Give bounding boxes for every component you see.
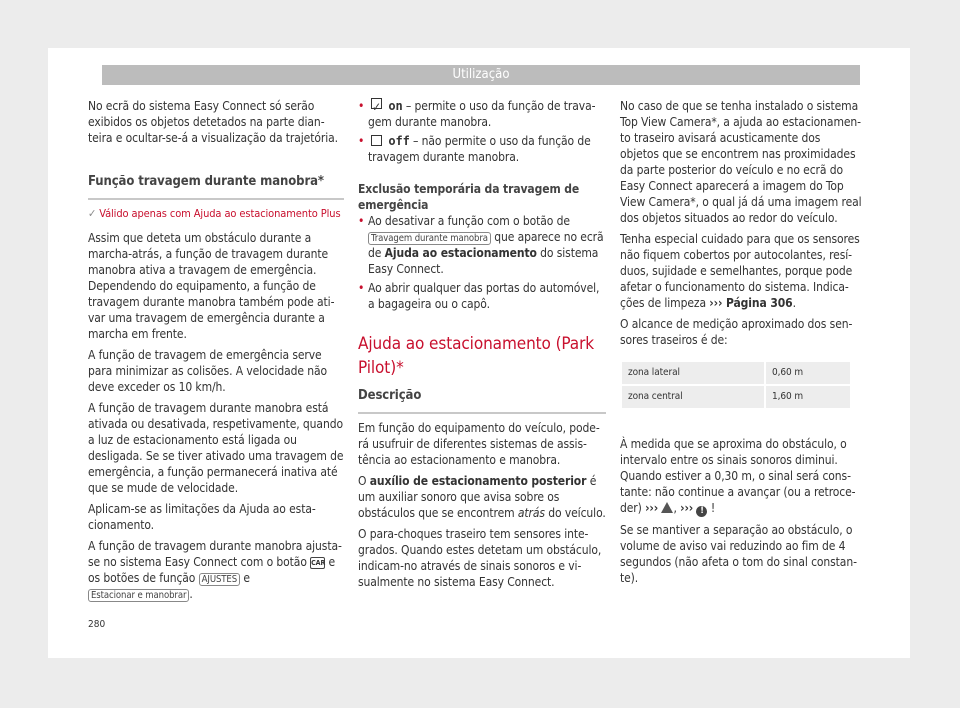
section-header: Utilização [102, 65, 860, 85]
text: A função de travagem durante manobra ajusta-se no sistema Easy Connect com o botão [88, 539, 342, 569]
paragraph: Assim que deteta um obstáculo durante a marcha-atrás, a função de travagem durante manobra ativa a travagem de emergência. Dependendo do equipamento, a função de travagem durante manobra também pode ativar uma travagem de emergência durante a marcha em frente. [88, 231, 335, 341]
text: À medida que se aproxima do obstáculo, o intervalo entre os sinais sonoros diminui. Quando estiver a 0,30 m, o sinal será constante: não continue a avançar (ou a retroceder) [620, 437, 856, 515]
text: que aparece no ecrã de [368, 230, 604, 260]
text: . [189, 587, 193, 601]
on-label: on [388, 99, 403, 113]
arrow-reference[interactable]: ››› [645, 501, 659, 515]
text: do veículo. [548, 506, 606, 520]
paragraph-distance [620, 436, 862, 517]
text: – permite o uso da função de travagem durante manobra. [368, 99, 596, 129]
italic-term: atrás [517, 506, 545, 520]
bullet-portas: • Ao abrir qualquer das portas do automóvel, a bagageira ou o capô. [358, 280, 606, 312]
paragraph: No caso de que se tenha instalado o sistema Top View Camera*, a ajuda ao estacionamento traseiro avisará acusticamente dos objetos que se encontrem nas proximidades da parte posterior do veículo e no ecrã do Easy Connect aparecerá a imagem do Top View Camera*, o qual já dá uma imagem real dos objetos situados ao redor do veículo. [620, 99, 862, 225]
paragraph-cleaning [620, 231, 862, 311]
paragraph-settings [88, 538, 344, 602]
text: Ao desativar a função com o botão de [368, 214, 570, 228]
validity-note-text: Válido apenas com Ajuda ao estacionamento Plus [99, 207, 341, 220]
text: é um auxiliar sonoro que avisa sobre os obstáculos que se encontrem [358, 474, 597, 520]
text: e [243, 571, 250, 585]
text: Tenha especial cuidado para que os sensores não fiquem cobertos por autocolantes, resíduos, sujidade e semelhantes, porque pode afetar o funcionamento do sistema. Indicações de limpeza [620, 232, 860, 310]
arrow-reference[interactable]: ››› [680, 501, 694, 515]
bold-term: Ajuda ao estacionamento [384, 246, 537, 260]
check-icon: ✓ [88, 207, 97, 220]
text: do sistema Easy Connect. [368, 246, 599, 276]
text: O [358, 474, 367, 488]
paragraph: A função de travagem de emergência serve para minimizar as colisões. A velocidade não deve exceder os 10 km/h. [88, 348, 327, 394]
heading-descricao: Descrição [358, 388, 422, 403]
text: e os botões de função [88, 555, 336, 585]
text: , [673, 501, 677, 515]
checkbox-empty-icon [371, 135, 382, 146]
table-row [621, 385, 851, 409]
table-cell: 1,60 m [765, 385, 851, 409]
bullet-desativar [358, 213, 606, 277]
page-number: 280 [88, 619, 106, 630]
validity-note [88, 206, 344, 222]
page-reference-link[interactable]: ››› Página 306 [709, 296, 793, 310]
intro-paragraph: No ecrã do sistema Easy Connect só serão exibidos os objetos detetados na parte dianteira e ocultar-se-á a visualização da trajetória. [88, 99, 338, 145]
car-icon: CAR [311, 558, 326, 567]
paragraph: Aplicam-se as limitações da Ajuda ao estacionamento. [88, 502, 316, 532]
text: – não permite o uso da função de travagem durante manobra. [368, 134, 591, 164]
paragraph: O para-choques traseiro tem sensores integrados. Quando estes detetam um obstáculo, indicam-no através de sinais sonoros e visualmente no sistema Easy Connect. [358, 527, 602, 589]
bullet-off [358, 133, 606, 165]
off-label: off [388, 134, 410, 148]
travagem-button-label: Travagem durante manobra [368, 232, 491, 245]
column-right [620, 98, 862, 591]
column-middle [358, 98, 606, 595]
bullet-on [358, 98, 606, 130]
heading-rule [358, 412, 606, 414]
paragraph: O alcance de medição aproximado dos sensores traseiros é de: [620, 317, 853, 347]
paragraph-auxilio [358, 473, 606, 521]
table-cell: zona lateral [621, 361, 765, 385]
text: ! [710, 501, 716, 515]
subheading-exclusao: Exclusão temporária da travagem de emergência [358, 182, 580, 212]
exclamation-icon: ! [696, 506, 707, 517]
chapter-heading: Ajuda ao estacionamento (Park Pilot)* [358, 334, 595, 378]
checkbox-checked-icon: ✓ [372, 100, 381, 114]
warning-triangle-icon [661, 502, 673, 513]
paragraph: A função de travagem durante manobra está ativada ou desativada, respetivamente, quando a luz de estacionamento está ligada ou desligada. Se se tiver ativado uma travagem de emergência, a função permanecerá inativa até que se mude de velocidade. [88, 401, 344, 495]
column-left [88, 98, 344, 607]
table-cell: 0,60 m [765, 361, 851, 385]
heading-rule [88, 198, 344, 200]
ajustes-button-label: AJUSTES [199, 573, 240, 586]
paragraph: Em função do equipamento do veículo, poderá usufruir de diferentes sistemas de assistência ao estacionamento e manobra. [358, 421, 600, 467]
paragraph: Se se mantiver a separação ao obstáculo, o volume de aviso vai reduzindo ao fim de 4 segundos (não afeta o tom do sinal constante). [620, 523, 857, 585]
heading-travagem-manobra: Função travagem durante manobra* [88, 174, 324, 189]
table-row [621, 361, 851, 385]
text: . [792, 296, 796, 310]
table-cell: zona central [621, 385, 765, 409]
bold-term: auxílio de estacionamento posterior [369, 474, 587, 488]
range-table [620, 360, 852, 410]
estacionar-button-label: Estacionar e manobrar [88, 589, 189, 602]
